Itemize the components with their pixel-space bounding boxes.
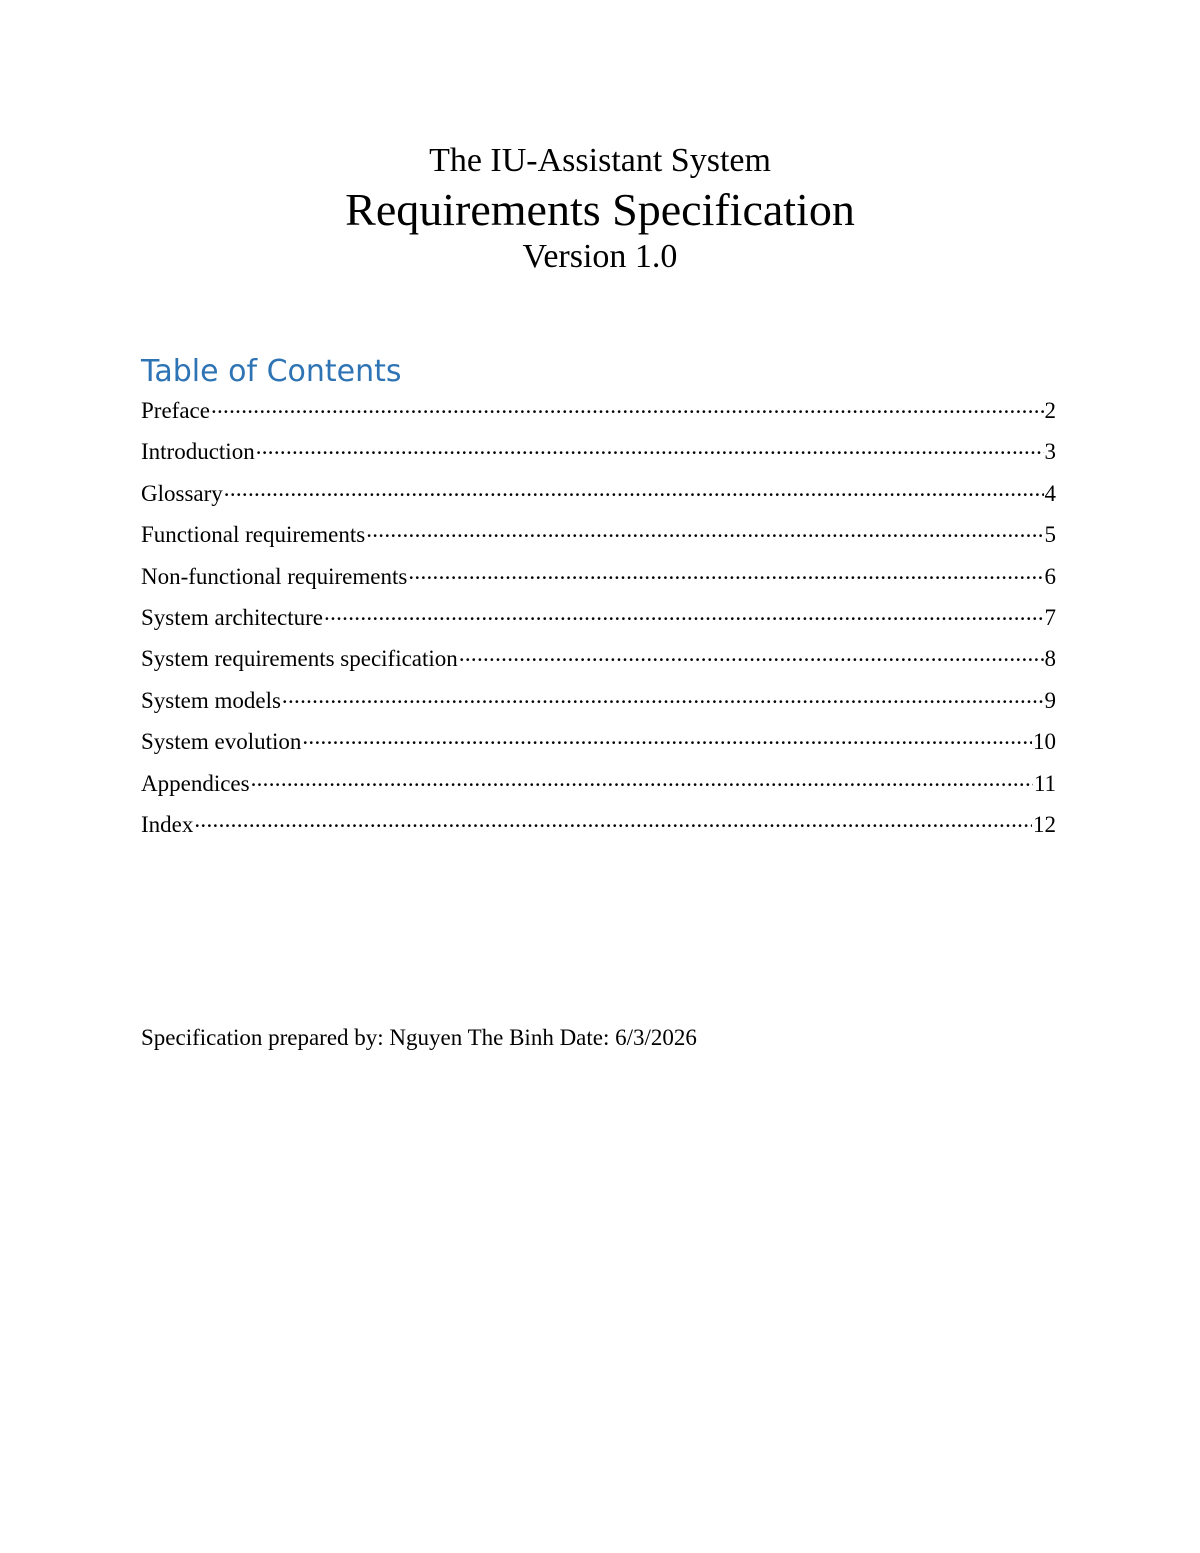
toc-entry-index[interactable] (141, 807, 1056, 848)
toc-entry-page: 8 (1044, 646, 1056, 672)
toc-entry-title: Introduction (141, 439, 255, 465)
toc-entry-page: 4 (1044, 480, 1056, 506)
toc-dot-leader (224, 477, 1044, 501)
toc-entry-page: 6 (1044, 563, 1056, 589)
toc-entry-page: 10 (1033, 729, 1056, 755)
toc-heading: Table of Contents (141, 354, 402, 389)
toc-entry-title: System models (141, 687, 281, 713)
toc-entry-title: Appendices (141, 770, 250, 796)
toc-entry-title: Non-functional requirements (141, 563, 408, 589)
toc-entry-system-requirements-specification[interactable] (141, 641, 1056, 682)
toc-dot-leader (302, 725, 1032, 749)
toc-entry-page: 2 (1044, 398, 1056, 423)
toc-entry-title: Index (141, 811, 194, 837)
toc-entry-title: System requirements specification (141, 646, 458, 672)
toc-entry-glossary[interactable] (141, 476, 1056, 517)
toc-dot-leader (366, 518, 1043, 542)
document-version: Version 1.0 (522, 238, 678, 275)
toc-dot-leader (459, 642, 1044, 666)
toc-dot-leader (211, 394, 1044, 418)
toc-entry-page: 3 (1044, 439, 1056, 465)
table-of-contents (141, 393, 1056, 848)
toc-entry-title: System architecture (141, 604, 324, 630)
title-block (0, 141, 1200, 277)
toc-entry-introduction[interactable] (141, 434, 1056, 475)
toc-entry-page: 7 (1044, 604, 1056, 630)
document-title: Requirements Specification (345, 184, 855, 235)
toc-dot-leader (251, 767, 1033, 791)
toc-entry-title: Glossary (141, 480, 223, 506)
toc-entry-title: Preface (141, 398, 210, 423)
toc-dot-leader (256, 435, 1044, 459)
toc-entry-title: System evolution (141, 729, 302, 755)
toc-entry-non-functional-requirements[interactable] (141, 559, 1056, 600)
toc-entry-system-models[interactable] (141, 683, 1056, 724)
toc-entry-preface[interactable] (141, 393, 1056, 434)
toc-dot-leader (324, 601, 1043, 625)
toc-entry-system-evolution[interactable] (141, 724, 1056, 765)
system-name: The IU-Assistant System (429, 142, 771, 179)
prepared-by-line: Specification prepared by: Nguyen The Binh Date: 6/3/2026 (141, 1025, 697, 1050)
toc-entry-system-architecture[interactable] (141, 600, 1056, 641)
toc-entry-title: Functional requirements (141, 522, 366, 548)
toc-entry-page: 12 (1033, 811, 1056, 837)
toc-entry-page: 11 (1033, 770, 1056, 796)
toc-dot-leader (194, 808, 1032, 832)
toc-entry-page: 5 (1044, 522, 1056, 548)
toc-dot-leader (408, 560, 1043, 584)
toc-entry-page: 9 (1044, 687, 1056, 713)
toc-entry-appendices[interactable] (141, 766, 1056, 807)
toc-dot-leader (282, 684, 1044, 708)
toc-entry-functional-requirements[interactable] (141, 517, 1056, 558)
